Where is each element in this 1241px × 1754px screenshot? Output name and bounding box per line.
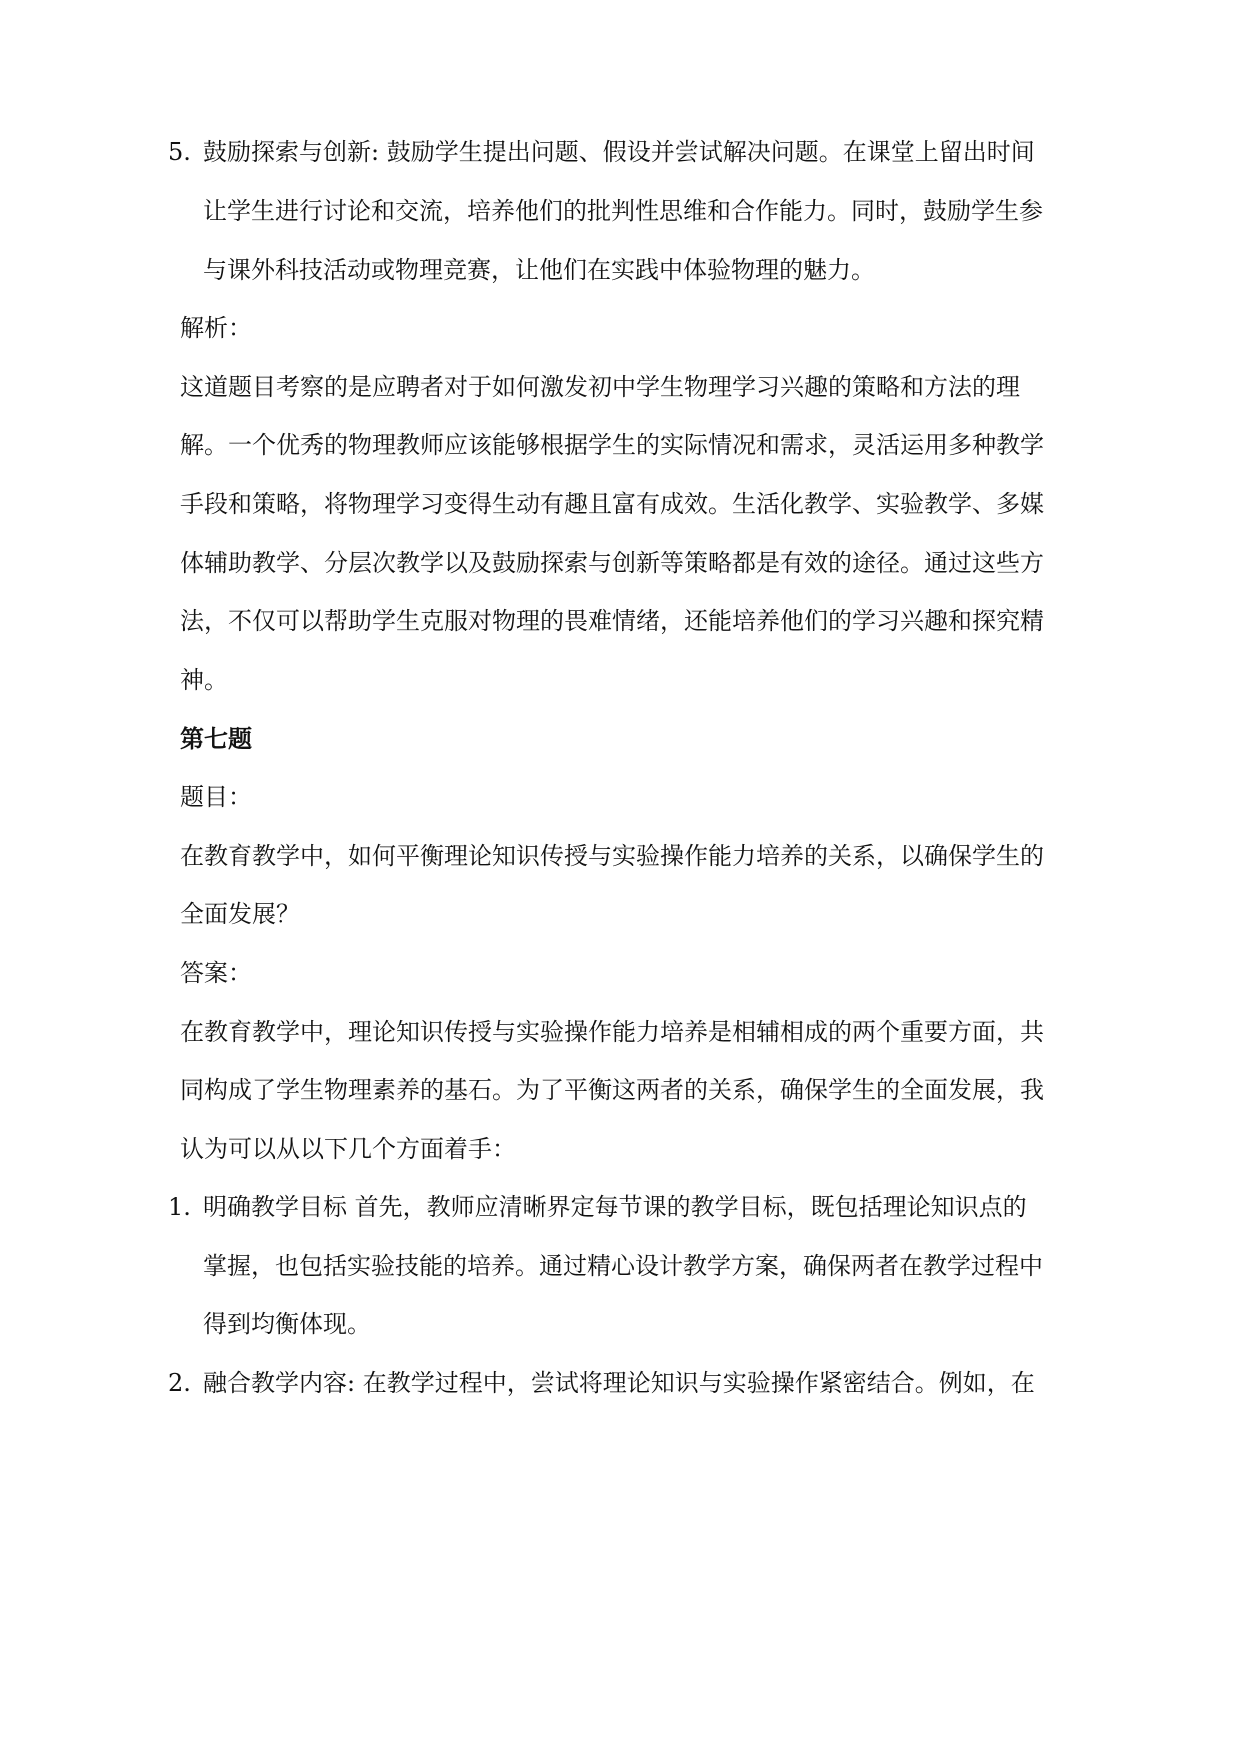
analysis-line-5: 法，不仅可以帮助学生克服对物理的畏难情绪，还能培养他们的学习兴趣和探究精: [180, 607, 1044, 635]
answer-line-2: 同构成了学生物理素养的基石。为了平衡这两者的关系，确保学生的全面发展，我: [180, 1076, 1044, 1104]
answer-label: 答案：: [180, 959, 252, 987]
item1-line-1: 明确教学目标 首先，教师应清晰界定每节课的教学目标，既包括理论知识点的: [203, 1193, 1027, 1221]
analysis-line-4: 体辅助教学、分层次教学以及鼓励探索与创新等策略都是有效的途径。通过这些方: [180, 549, 1044, 577]
analysis-line-2: 解。一个优秀的物理教师应该能够根据学生的实际情况和需求，灵活运用多种教学: [180, 431, 1044, 459]
analysis-label: 解析：: [180, 314, 252, 342]
analysis-line-3: 手段和策略，将物理学习变得生动有趣且富有成效。生活化教学、实验教学、多媒: [180, 490, 1044, 518]
list-number: 5.: [168, 138, 191, 166]
list-number: 2.: [168, 1369, 191, 1397]
item2-line-1: 融合教学内容: 在教学过程中，尝试将理论知识与实验操作紧密结合。例如，在: [203, 1369, 1035, 1397]
question-line-1: 在教育教学中，如何平衡理论知识传授与实验操作能力培养的关系，以确保学生的: [180, 842, 1044, 870]
analysis-line-1: 这道题目考察的是应聘者对于如何激发初中学生物理学习兴趣的策略和方法的理: [180, 373, 1020, 401]
item5-line-1: 鼓励探索与创新: 鼓励学生提出问题、假设并尝试解决问题。在课堂上留出时间: [203, 138, 1035, 166]
question-label: 题目：: [180, 783, 252, 811]
question-line-2: 全面发展？: [180, 900, 300, 928]
item1-line-3: 得到均衡体现。: [203, 1310, 371, 1338]
section-heading: 第七题: [180, 724, 252, 753]
item5-line-2: 让学生进行讨论和交流，培养他们的批判性思维和合作能力。同时，鼓励学生参: [203, 197, 1043, 225]
answer-line-1: 在教育教学中，理论知识传授与实验操作能力培养是相辅相成的两个重要方面，共: [180, 1018, 1044, 1046]
item1-line-2: 掌握，也包括实验技能的培养。通过精心设计教学方案，确保两者在教学过程中: [203, 1252, 1043, 1280]
item5-line-3: 与课外科技活动或物理竞赛，让他们在实践中体验物理的魅力。: [203, 256, 875, 284]
list-number: 1.: [168, 1193, 191, 1221]
answer-line-3: 认为可以从以下几个方面着手：: [180, 1135, 516, 1163]
analysis-line-6: 神。: [180, 666, 228, 694]
